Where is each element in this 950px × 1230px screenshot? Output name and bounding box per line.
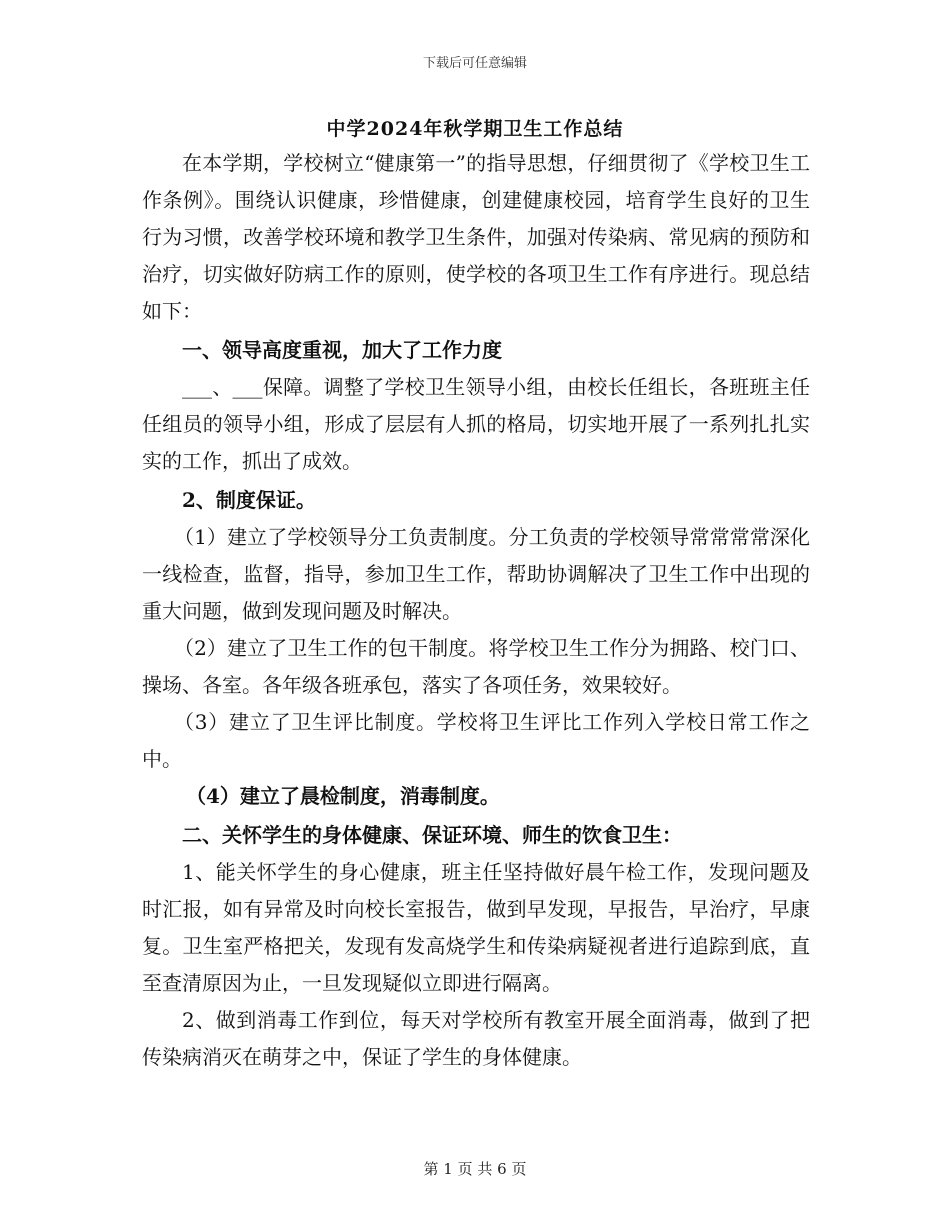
intro-paragraph: 在本学期，学校树立“健康第一”的指导思想，仔细贯彻了《学校卫生工作条例》。围绕认识健康，珍惜健康，创建健康校园，培育学生良好的卫生行为习惯，改善学校环境和教学卫生条件，加强对传染病、常见病的预防和治疗，切实做好防病工作的原则，使学校的各项卫生工作有序进行。现总结如下： [142, 151, 810, 323]
list-item-paragraph: （2）建立了卫生工作的包干制度。将学校卫生工作分为拥路、校门口、操场、各室。各年级各班承包，落实了各项任务，效果较好。 [142, 636, 810, 697]
document-title: 中学2024年秋学期卫生工作总结 [326, 118, 624, 140]
subsection-heading: 2、制度保证。 [182, 488, 316, 512]
body-paragraph: 2、做到消毒工作到位，每天对学校所有教室开展全面消毒，做到了把传染病消灭在萌芽之中，保证了学生的身体健康。 [142, 1008, 810, 1069]
page-footer: 第 1 页 共 6 页 [423, 1160, 527, 1178]
list-item-paragraph: （3）建立了卫生评比制度。学校将卫生评比工作列入学校日常工作之中。 [142, 710, 810, 771]
page-header: 下载后可任意编辑 [422, 56, 527, 71]
section-heading-1: 一、领导高度重视，加大了工作力度 [182, 338, 502, 362]
body-paragraph: ___、___保障。调整了学校卫生领导小组，由校长任组长，各班班主任任组员的领导小组，形成了层层有人抓的格局，切实地开展了一系列扎扎实实的工作，抓出了成效。 [142, 375, 810, 473]
body-paragraph: 1、能关怀学生的身心健康，班主任坚持做好晨午检工作，发现问题及时汇报，如有异常及时向校长室报告，做到早发现，早报告，早治疗，早康复。卫生室严格把关，发现有发高烧学生和传染病疑视者进行追踪到底，直至查清原因为止，一旦发现疑似立即进行隔离。 [142, 860, 810, 995]
document-body [142, 145, 810, 1076]
list-item-heading: （4）建立了晨检制度，消毒制度。 [186, 784, 500, 808]
section-heading-2: 二、关怀学生的身体健康、保证环境、师生的饮食卫生： [182, 823, 682, 847]
list-item-paragraph: （1）建立了学校领导分工负责制度。分工负责的学校领导常常常常深化一线检查，监督，指导，参加卫生工作，帮助协调解决了卫生工作中出现的重大问题，做到发现问题及时解决。 [142, 525, 810, 623]
